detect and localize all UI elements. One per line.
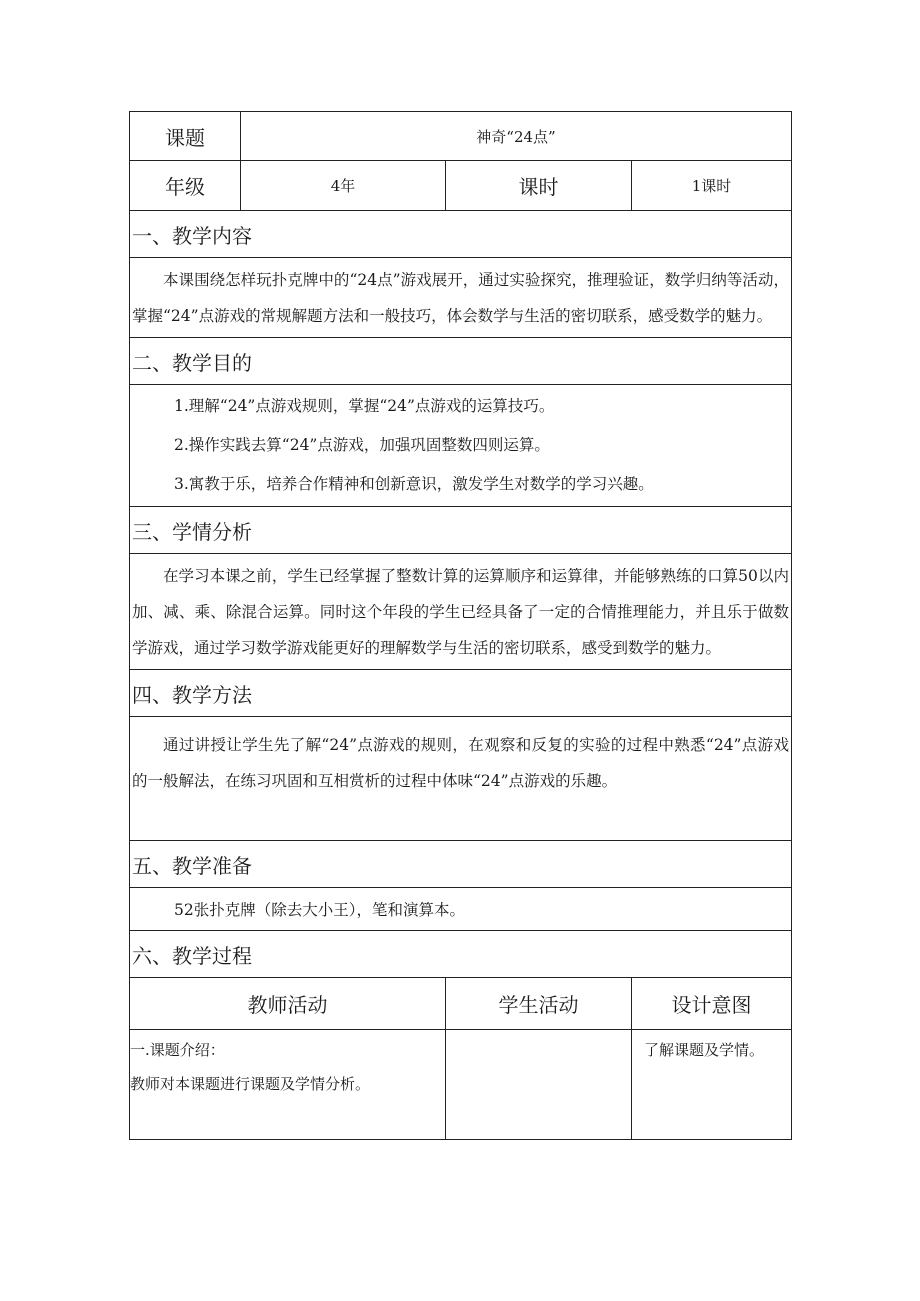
process-teacher-cell bbox=[130, 1030, 446, 1140]
process-header-student: 学生活动 bbox=[446, 978, 632, 1030]
hours-value: 1课时 bbox=[632, 161, 792, 211]
grade-row bbox=[130, 161, 792, 211]
section-content-title-row bbox=[130, 211, 792, 258]
section-process-title: 六、教学过程 bbox=[130, 931, 792, 978]
grade-value: 4年 bbox=[241, 161, 446, 211]
process-header-row bbox=[130, 978, 792, 1030]
process-teacher-line2: 教师对本课题进行课题及学情分析。 bbox=[130, 1075, 371, 1093]
section-goals-title: 二、教学目的 bbox=[130, 338, 792, 385]
section-analysis-body-row bbox=[130, 554, 792, 670]
grade-label: 年级 bbox=[130, 161, 241, 211]
section-method-title: 四、教学方法 bbox=[130, 670, 792, 717]
section-goals-title-row bbox=[130, 338, 792, 385]
section-prep-body-row bbox=[130, 888, 792, 931]
section-method-text: 通过讲授让学生先了解“24”点游戏的规则，在观察和反复的实验的过程中熟悉“24”点游戏的一般解法，在练习巩固和互相赏析的过程中体味“24”点游戏的乐趣。 bbox=[132, 736, 789, 790]
section-analysis-title-row bbox=[130, 507, 792, 554]
section-analysis-text: 在学习本课之前，学生已经掌握了整数计算的运算顺序和运算律，并能够熟练的口算50以内加、减、乘、除混合运算。同时这个年段的学生已经具备了一定的合情推理能力，并且乐于做数学游戏，通过学习数学游戏能更好的理解数学与生活的密切联系，感受到数学的魅力。 bbox=[132, 567, 789, 657]
section-prep-text: 52张扑克牌（除去大小王），笔和演算本。 bbox=[130, 888, 792, 931]
process-intent-text: 了解课题及学情。 bbox=[644, 1041, 765, 1059]
section-content-text: 本课围绕怎样玩扑克牌中的“24点”游戏展开，通过实验探究，推理验证，数学归纳等活动，掌握“24”点游戏的常规解题方法和一般技巧，体会数学与生活的密切联系，感受数学的魅力。 bbox=[132, 271, 789, 325]
section-analysis-title: 三、学情分析 bbox=[130, 507, 792, 554]
section-prep-title: 五、教学准备 bbox=[130, 841, 792, 888]
hours-label: 课时 bbox=[446, 161, 632, 211]
lesson-plan bbox=[129, 111, 791, 1140]
topic-value: 神奇“24点” bbox=[241, 112, 792, 161]
section-content-title: 一、教学内容 bbox=[130, 211, 792, 258]
topic-label: 课题 bbox=[130, 112, 241, 161]
topic-row bbox=[130, 112, 792, 161]
process-row bbox=[130, 1030, 792, 1140]
section-goals-body-row bbox=[130, 385, 792, 507]
section-process-title-row bbox=[130, 931, 792, 978]
goal-item: 3.寓教于乐，培养合作精神和创新意识，激发学生对数学的学习兴趣。 bbox=[174, 475, 654, 493]
goal-item: 2.操作实践去算“24”点游戏，加强巩固整数四则运算。 bbox=[174, 436, 550, 454]
process-header-teacher: 教师活动 bbox=[130, 978, 446, 1030]
section-content-body-row bbox=[130, 258, 792, 338]
section-prep-title-row bbox=[130, 841, 792, 888]
goal-item: 1.理解“24”点游戏规则，掌握“24”点游戏的运算技巧。 bbox=[174, 397, 555, 415]
process-header-intent: 设计意图 bbox=[632, 978, 792, 1030]
process-teacher-line1: 一.课题介绍： bbox=[130, 1041, 225, 1059]
section-method-title-row bbox=[130, 670, 792, 717]
lesson-plan-table bbox=[129, 111, 792, 1140]
section-method-body-row bbox=[130, 717, 792, 841]
goals-list bbox=[130, 385, 792, 507]
process-student-cell bbox=[446, 1030, 632, 1140]
